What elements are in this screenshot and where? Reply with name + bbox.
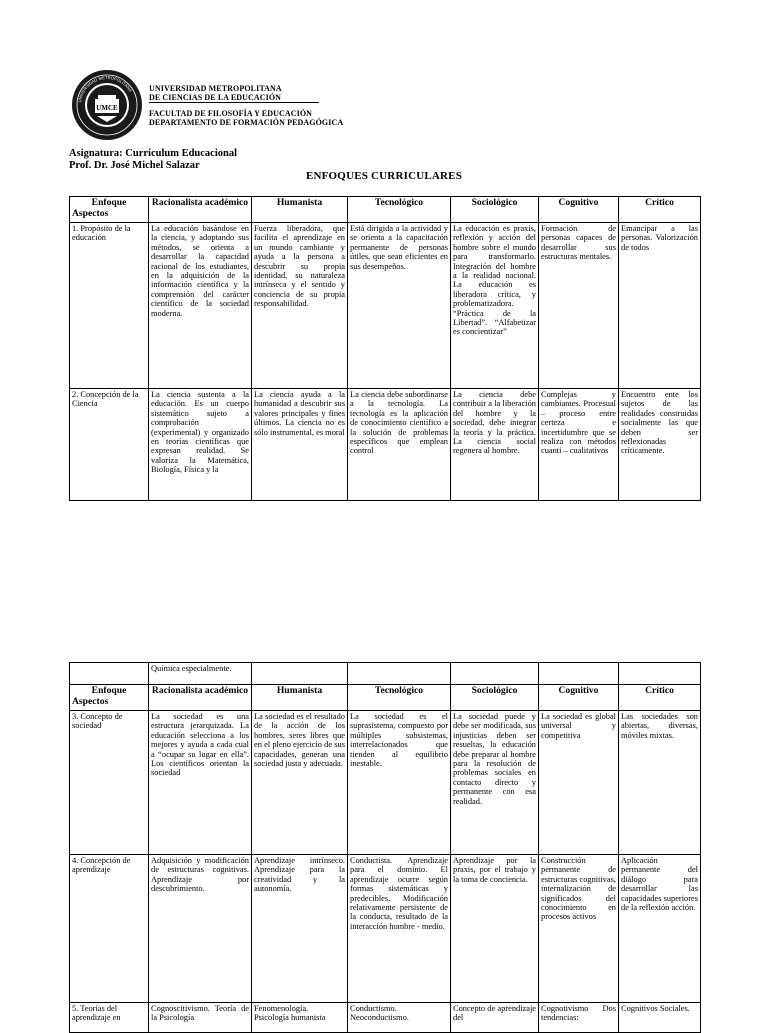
department-name: DEPARTAMENTO DE FORMACIÓN PEDAGÓGICA: [149, 118, 344, 127]
tecnologico-cell: Conductista. Aprendizaje para el dominio. El aprendizaje ocurre según formas sistemáticas y predecibles. Modificación relativamente persistente de la conducta, resultado de la interacción hombre - medio.: [348, 855, 451, 1003]
aspect-cell: 4. Concepción de aprendizaje: [70, 855, 149, 1003]
cognitivo-cell: Complejas y cambiantes. Procesual – proceso entre certeza e incertidumbre que se realiza con métodos cuanti – cualitativos: [539, 389, 619, 501]
critico-cell: Cognitivos Sociales.: [619, 1003, 701, 1033]
tecnologico-cell: La ciencia debe subordinarse a la tecnología. La tecnología es la aplicación de conocimiento científico a la solución de problemas específicos que emplean control: [348, 389, 451, 501]
cognitivo-cell: Construcción permanente de estructuras cognitivas, internalización de significados del conocimiento en procesos activos: [539, 855, 619, 1003]
critico-cell: Encuentro ente los sujetos de las realidades construidas socialmente las que deben ser reflexionadas críticamente.: [619, 389, 701, 501]
racionalista-continuation-cell: Química especialmente.: [149, 663, 252, 685]
table-row: [70, 711, 701, 855]
table-row: [70, 223, 701, 389]
sociologico-cell: Aprendizaje por la praxis, por el trabajo y la toma de conciencia.: [451, 855, 539, 1003]
curriculum-table-page1: [69, 196, 701, 501]
cognitivo-cell: La sociedad es global universal y competitiva: [539, 711, 619, 855]
header-rule: [149, 102, 319, 103]
critico-cell: Emancipar a las personas. Valorización de todos: [619, 223, 701, 389]
header-cell-cognitivo: Cognitivo: [539, 197, 619, 223]
university-name-line1: UNIVERSIDAD METROPOLITANA: [149, 84, 282, 93]
table-row: [70, 1003, 701, 1033]
humanista-cell: Fenomenología. Psicología humanista: [252, 1003, 348, 1033]
aspect-cell: 5. Teorías del aprendizaje en: [70, 1003, 149, 1033]
aspect-cell: [70, 663, 149, 685]
racionalista-cell: La educación basándose en la ciencia, y adoptando sus métodos, se orienta a desarrollar la capacidad racional de los estudiantes, en la adquisición de la información científica y la comprensión del carácter científico de la sociedad moderna.: [149, 223, 252, 389]
header-cell-critico: Crítico: [619, 685, 701, 711]
sociologico-cell: La ciencia debe contribuir a la liberación del hombre y la sociedad, debe integrar la teoría y la práctica. La ciencia social regenera al hombre.: [451, 389, 539, 501]
document-title: ENFOQUES CURRICULARES: [305, 170, 463, 182]
table-header-row: [70, 685, 701, 711]
aspect-cell: 2. Concepción de la Ciencia: [70, 389, 149, 501]
professor-line: Prof. Dr. José Michel Salazar: [69, 160, 200, 171]
cognitivo-cell: Cognotivismo Dos tendencias:: [539, 1003, 619, 1033]
aspect-cell: 3. Concepto de sociedad: [70, 711, 149, 855]
empty-cell: [619, 663, 701, 685]
racionalista-cell: Adquisición y modificación de estructuras cognitivas. Aprendizaje por descubrimiento.: [149, 855, 252, 1003]
header-cell-humanista: Humanista: [252, 197, 348, 223]
tecnologico-cell: Conductismo. Neoconductismo.: [348, 1003, 451, 1033]
header-cell-racionalista: Racionalista académico: [149, 197, 252, 223]
faculty-name: FACULTAD DE FILOSOFÍA Y EDUCACIÓN: [149, 109, 313, 118]
institution-header: [149, 84, 343, 127]
racionalista-cell: Cognoscitivismo. Teoría de la Psicología: [149, 1003, 252, 1033]
header-cell-enfoque-aspectos: Enfoque Aspectos: [70, 197, 149, 223]
table-row: [70, 855, 701, 1003]
header-cell-enfoque-aspectos: Enfoque Aspectos: [70, 685, 149, 711]
table-header-row: [70, 197, 701, 223]
university-name-line2: DE CIENCIAS DE LA EDUCACIÓN: [149, 93, 282, 102]
header-cell-sociologico: Sociológico: [451, 197, 539, 223]
tecnologico-cell: Está dirigida a la actividad y se orienta a la capacitación permanente de personas útiles, que sean eficientes en sus desempeños.: [348, 223, 451, 389]
humanista-cell: Aprendizaje intrínseco. Aprendizaje para la creatividad y la autonomía.: [252, 855, 348, 1003]
table-row: [70, 389, 701, 501]
empty-cell: [539, 663, 619, 685]
sociologico-cell: La educación es praxis, reflexión y acción del hombre sobre el mundo para transformarlo. Integración del hombre a la realidad nacional. La educación es liberadora crítica, y problematizadora. “Práctica de la Libertad”. “Alfabetizar es concientizar”: [451, 223, 539, 389]
sociologico-cell: Concepto de aprendizaje del: [451, 1003, 539, 1033]
humanista-cell: La sociedad es el resultado de la acción de los hombres, seres libres que en el pleno ejercicio de sus capacidades, generan una sociedad justa y adecuada.: [252, 711, 348, 855]
racionalista-cell: La ciencia sustenta a la educación. Es un cuerpo sistemático sujeto a comprobación (experimental) y organizado en teorías científicas que expresan realidad. Se valoriza la Matemática, Biología, Física y la: [149, 389, 252, 501]
tecnologico-cell: La sociedad es el suprasistema, compuesto por múltiples subsistemas, interrelacionados que tienden al equilibrio inestable.: [348, 711, 451, 855]
course-info: [69, 148, 237, 172]
header-cell-sociologico: Sociológico: [451, 685, 539, 711]
header-cell-tecnologico: Tecnológico: [348, 685, 451, 711]
racionalista-cell: La sociedad es una estructura jerarquizada. La educación selecciona a los mejores y ayuda a cada cual a “ocupar su lugar en ella”. Los científicos orientan la sociedad: [149, 711, 252, 855]
empty-cell: [252, 663, 348, 685]
cognitivo-cell: Formación de personas capaces de desarrollar sus estructuras mentales.: [539, 223, 619, 389]
aspect-cell: 1. Propósito de la educación: [70, 223, 149, 389]
header-cell-critico: Crítico: [619, 197, 701, 223]
empty-cell: [451, 663, 539, 685]
svg-text:UNIVERSIDAD METROPOLITANA: UNIVERSIDAD METROPOLITANA: [77, 74, 134, 103]
continuation-row: [70, 663, 701, 685]
curriculum-table-page2: [69, 662, 701, 1033]
empty-cell: [348, 663, 451, 685]
header-cell-racionalista: Racionalista académico: [149, 685, 252, 711]
header-cell-tecnologico: Tecnológico: [348, 197, 451, 223]
humanista-cell: La ciencia ayuda a la humanidad a descubrir sus valores principales y fines últimos. La ciencia no es sólo instrumental, es moral: [252, 389, 348, 501]
humanista-cell: Fuerza liberadora, que facilita el aprendizaje en un mundo cambiante y ayuda a la persona a descubrir su propia identidad, su naturaleza intrínseca y el sentido y conciencia de su propia responsabilidad.: [252, 223, 348, 389]
header-cell-cognitivo: Cognitivo: [539, 685, 619, 711]
svg-text:UMCE: UMCE: [96, 104, 118, 112]
university-seal-logo: [71, 69, 143, 141]
critico-cell: Aplicación permanente del diálogo para desarrollar las capacidades superiores de la reflexión acción.: [619, 855, 701, 1003]
critico-cell: Las sociedades son abiertas, diversas, móviles mixtas.: [619, 711, 701, 855]
header-cell-humanista: Humanista: [252, 685, 348, 711]
subject-line: Asignatura: Currículum Educacional: [69, 148, 238, 159]
sociologico-cell: La sociedad puede y debe ser modificada, sus injusticias deben ser resueltas, la educación debe preparar al hombre para la resolución de problemas sociales en contacto directo y permanente con esa realidad.: [451, 711, 539, 855]
